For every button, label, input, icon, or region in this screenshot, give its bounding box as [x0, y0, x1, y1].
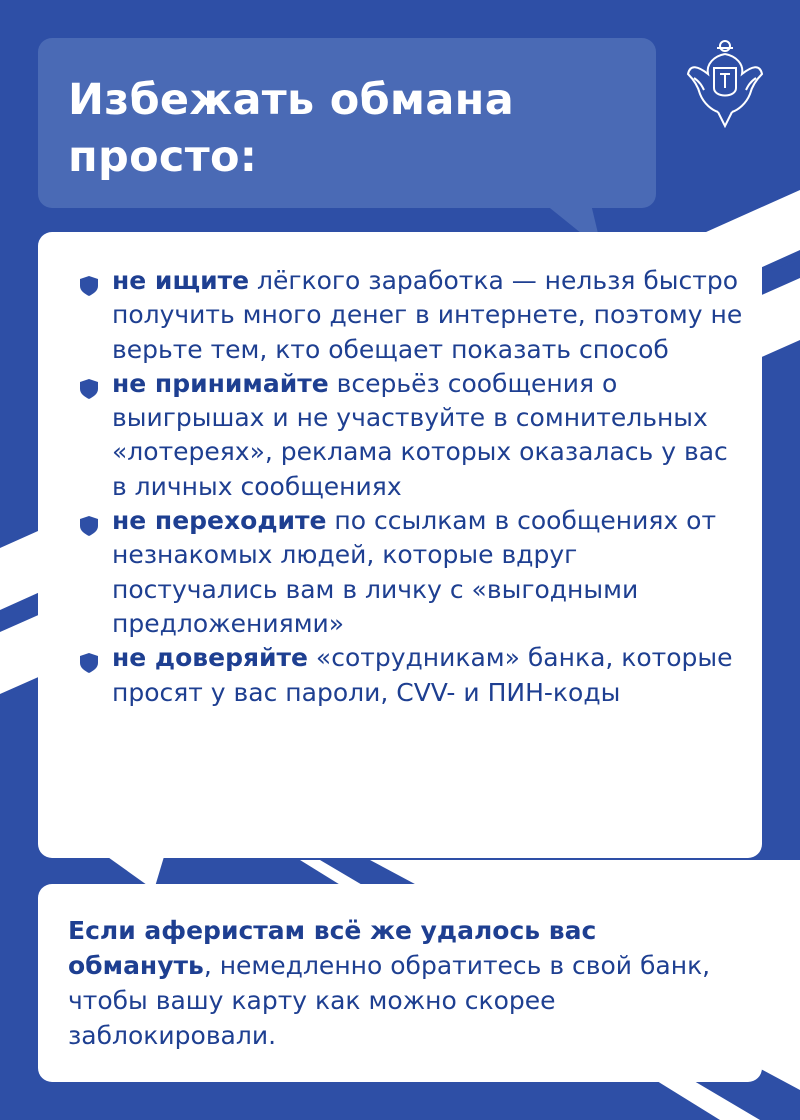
shield-icon — [80, 276, 98, 296]
title-line-2: просто: — [68, 132, 258, 182]
tip-item — [80, 264, 750, 367]
tip-bold: не ищите — [112, 266, 250, 295]
shield-icon — [80, 653, 98, 673]
advice-bold: Если аферистам всё же удалось вас обмануть — [68, 916, 597, 980]
tip-bold: не переходите — [112, 506, 327, 536]
shield-icon — [80, 379, 98, 399]
tip-item — [80, 641, 750, 710]
tip-item — [80, 367, 750, 504]
double-headed-eagle-emblem-icon — [684, 34, 766, 128]
tip-text: «сотрудникам» банка, которые просят у вас пароли, CVV- и ПИН-коды — [112, 643, 733, 707]
tip-bold: не принимайте — [112, 368, 329, 398]
title-line-1: Избежать обмана — [68, 75, 515, 125]
tip-item — [80, 504, 750, 641]
tips-list — [80, 264, 750, 710]
tip-bold: не доверяйте — [112, 643, 308, 673]
tip-text: лёгкого заработка — нельзя быстро получить много денег в интернете, поэтому не верьте тем, кто обещает показать способ — [112, 266, 743, 364]
page-title — [68, 72, 628, 186]
shield-icon — [80, 516, 98, 536]
tip-text: по ссылкам в сообщениях от незнакомых людей, которые вдруг постучались вам в личку с «выгодными предложениями» — [112, 506, 717, 638]
tip-text: всерьёз сообщения о выигрышах и не участвуйте в сомнительных «лотереях», реклама которых оказалась у вас в личных сообщениях — [112, 368, 728, 501]
advice-rest: , немедленно обратитесь в свой банк, чтобы вашу карту как можно скорее заблокировали. — [68, 951, 711, 1050]
advice-text — [68, 913, 748, 1053]
